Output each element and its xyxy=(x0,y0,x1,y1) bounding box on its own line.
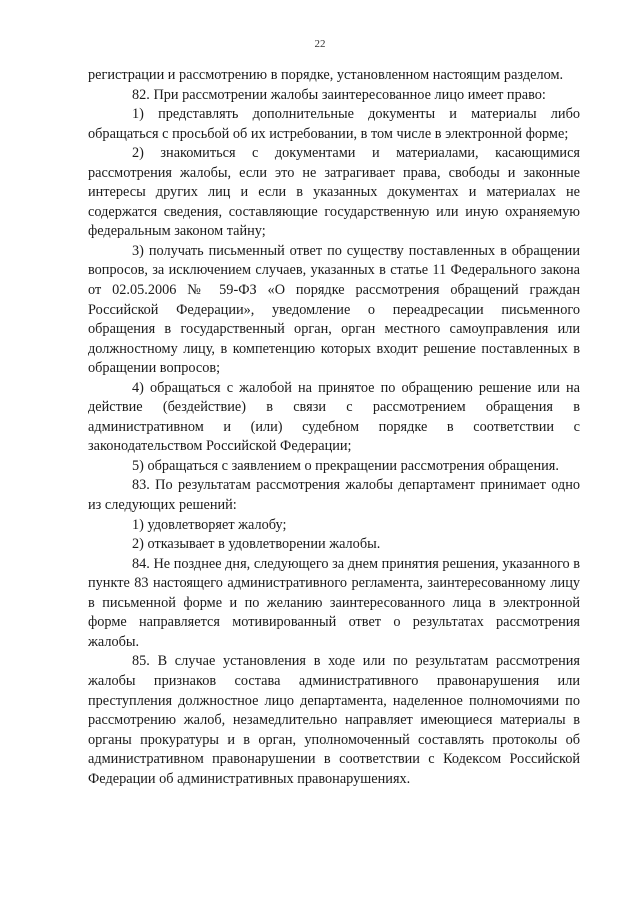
paragraph-83-intro: 83. По результатам рассмотрения жалобы департамент принимает одно из следующих решений: xyxy=(88,477,580,514)
paragraph-83-item-2: 2) отказывает в удовлетворении жалобы. xyxy=(132,536,381,553)
document-body xyxy=(88,66,580,789)
paragraph-82-item-5: 5) обращаться с заявлением о прекращении рассмотрения обращения. xyxy=(132,457,559,474)
page-number: 22 xyxy=(314,38,326,50)
paragraph-82-item-2: 2) знакомиться с документами и материалами, касающимися рассмотрения жалобы, если это не затрагивает права, свободы и законные интересы других лиц и если в указанных документах и материалах не содержатся сведения, составляющие государственную или иную охраняемую федеральным законом тайну; xyxy=(88,145,580,240)
paragraph-82-item-1: 1) представлять дополнительные документы и материалы либо обращаться с просьбой об их истребовании, в том числе в электронной форме; xyxy=(88,106,580,142)
paragraph-85: 85. В случае установления в ходе или по результатам рассмотрения жалобы признаков состава административного правонарушения или преступления должностное лицо департамента, наделенное полномочиями по рассмотрению жалоб, незамедлительно направляет имеющиеся материалы в органы прокуратуры и в орган, уполномоченный составлять протоколы об административном правонарушении в соответствии с Кодексом Российской Федерации об административных правонарушениях. xyxy=(88,653,580,787)
paragraph-82-item-4: 4) обращаться с жалобой на принятое по обращению решение или на действие (бездействие) в связи с рассмотрением обращения в административном и (или) судебном порядке в соответствии с законодательством Российской Федерации; xyxy=(88,379,580,455)
paragraph-83-item-1: 1) удовлетворяет жалобу; xyxy=(132,516,287,533)
paragraph-continuation: регистрации и рассмотрению в порядке, установленном настоящим разделом. xyxy=(88,67,564,83)
paragraph-82-item-3: 3) получать письменный ответ по существу поставленных в обращении вопросов, за исключением случаев, указанных в статье 11 Федерального закона от 02.05.2006 № 59-ФЗ «О порядке рассмотрения обращений граждан Российской Федерации», уведомление о переадресации письменного обращения в государственный орган, орган местного самоуправления или должностному лицу, в компетенцию которых входит решение поставленных в обращении вопросов; xyxy=(88,242,580,377)
paragraph-82-intro: 82. При рассмотрении жалобы заинтересованное лицо имеет право: xyxy=(132,86,546,103)
paragraph-84: 84. Не позднее дня, следующего за днем принятия решения, указанного в пункте 83 настоящего административного регламента, заинтересованному лицу в письменной форме и по желанию заинтересованного лица в электронной форме направляется мотивированный ответ о результатах рассмотрения жалобы. xyxy=(88,555,580,650)
